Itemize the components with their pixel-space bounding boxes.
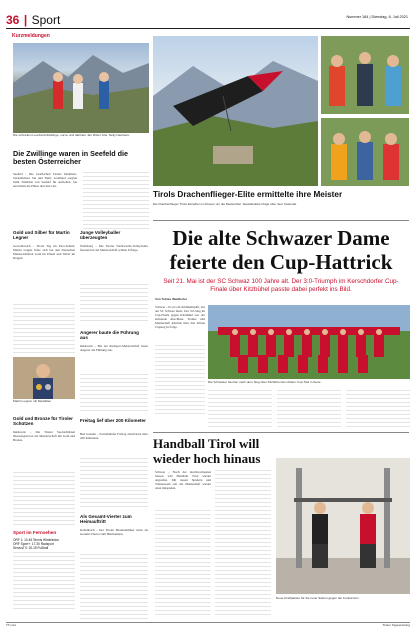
twins-body-col2 bbox=[83, 172, 149, 230]
angerer-body: Innsbruck – Bei der Radsport-Meisterschaft baute Angerer die Führung aus. bbox=[80, 344, 148, 352]
gesamt-body: Kaltenbach – Der Tiroler Mountainbiker reiste als Gesamt-Vierter zum Heimrennen. bbox=[80, 528, 148, 536]
twins-photo bbox=[13, 43, 149, 133]
gold-bronze-body: Innsbruck – Die Tiroler Sportschützen überzeugten bei der Meisterschaft mit Gold und Bronze. bbox=[13, 430, 75, 442]
drachen-headline: Tirols Drachenflieger-Elite ermittelte ihre Meister bbox=[153, 190, 343, 199]
handball-col2-lines bbox=[215, 470, 271, 618]
drachen-caption: Die Drachenflieger Tirols kämpften in Kössen um die Meistertitel. Spektakuläre Flüge über dem Kaisertal. bbox=[153, 202, 297, 206]
gold-silber-lines bbox=[13, 304, 75, 354]
gym-photo-caption: Neue Kraftpakete für die neue Saison gegen die Konkurrenz. bbox=[276, 596, 360, 600]
hangglider-photo-art bbox=[153, 36, 318, 186]
drachen-rule bbox=[153, 220, 409, 221]
legner-photo bbox=[13, 357, 75, 399]
legner-photo-art bbox=[13, 357, 75, 399]
volleyball-body: Wolfsberg – Die Tiroler Nachwuchs-Volleyballer feierten bei der Meisterschaft schöne Erfolge. bbox=[80, 244, 148, 252]
twins-photo-caption: Die schnellen Leonhard-Zwillinge, vorne und dahinter Jan Ritzer bzw. Nelly Neuhaus. bbox=[13, 133, 130, 137]
main-byline: Von Tobias Waidhofer bbox=[155, 297, 188, 301]
gesamt-headline: Als Gesamt-Vierter zum Heimauftritt bbox=[80, 514, 132, 525]
gold-bronze-headline: Gold und Bronze für Tiroler Schützen bbox=[13, 416, 73, 427]
main-headline-1: Die alte Schwazer Dame bbox=[172, 226, 390, 250]
tv-box bbox=[13, 530, 75, 620]
angerer-headline: Angerer baute die Führung aus bbox=[80, 330, 139, 341]
winners-photo-2 bbox=[321, 118, 409, 186]
team-photo-art bbox=[208, 305, 410, 379]
twins-photo-art bbox=[13, 43, 149, 133]
footer-left: TT.com bbox=[6, 623, 17, 627]
handball-col1-lines bbox=[155, 510, 211, 618]
section-divider: | bbox=[23, 13, 28, 27]
gold-silber-headline: Gold und Silber für Martin Legner bbox=[13, 230, 70, 241]
twins-body-text: Seefeld – Die zweifachen Tiroler Duathlon-Staatsmeister Jan und Nelly Leonhard sorgten beim Triathlon von Seefeld für Aufsehen. Sie erreichten die Plätze drei und vier. bbox=[13, 172, 77, 188]
tv-line-2: ORF Sport+: 17.30 Radsport bbox=[13, 542, 54, 547]
tv-line-3: ServusTV: 20.15 Fußball bbox=[13, 546, 49, 551]
twins-body bbox=[13, 172, 77, 230]
team-photo bbox=[208, 305, 410, 379]
main-rule bbox=[153, 432, 409, 433]
gesamt-lines bbox=[80, 554, 148, 620]
issue-info: Nummer 184 | Dienstag, 6. Juli 2021 bbox=[346, 15, 408, 19]
legner-photo-caption: Martin Legner mit Medaillen bbox=[13, 399, 52, 403]
footer-right: Tiroler Tageszeitung bbox=[382, 623, 410, 627]
section-title: Sport bbox=[31, 13, 61, 27]
handball-body: Schwaz – Nach der durchwachsenen Saison will Handball Tirol wieder angreifen. Mit neuen Spielern und Trainerteam soll die Mannschaft wieder oben mitspielen. bbox=[155, 470, 211, 490]
tv-label: Sport im Fernsehen bbox=[13, 530, 57, 535]
tv-lines bbox=[13, 552, 75, 610]
main-col3-lines bbox=[277, 390, 341, 428]
main-headline-2: feierte den Cup-Hattrick bbox=[169, 250, 393, 274]
page-number: 36 bbox=[6, 13, 20, 27]
main-col4-lines bbox=[346, 390, 410, 428]
page-header bbox=[6, 11, 410, 25]
gold-bronze-lines bbox=[13, 472, 75, 526]
handball-headline-2: wieder hoch hinaus bbox=[153, 451, 261, 466]
tv-line-1: ORF 1: 10.45 Tennis Wimbledon bbox=[13, 538, 60, 543]
handball-headline-1: Handball Tirol will bbox=[153, 436, 260, 451]
footer-rule bbox=[6, 622, 410, 623]
twins-headline: Die Zwillinge waren in Seefeld die besten Österreicher bbox=[13, 149, 129, 167]
kurzmeldungen-label: Kurzmeldungen bbox=[12, 33, 50, 39]
winners-photo-art bbox=[321, 36, 409, 114]
angerer-lines bbox=[80, 374, 148, 414]
main-col2-lines bbox=[208, 390, 272, 428]
hangglider-photo bbox=[153, 36, 318, 186]
team-photo-caption: Die Schwazer feierten nach dem Sieg über Kitzbühel den dritten Cup-Titel in Serie. bbox=[208, 380, 322, 384]
freitag-lines bbox=[80, 458, 148, 510]
volleyball-lines bbox=[80, 284, 148, 324]
main-body-lines bbox=[155, 345, 205, 415]
main-body: Schwaz – Es ist ein Jubiläumsjahr, das der SC Schwaz feiert. Der 3:0-Sieg im Cup-Finale gegen Kitzbühel war der krönende Abschluss. Trainer und Mannschaft jubelten über den dritten Cupsieg in Folge. bbox=[155, 305, 205, 329]
main-subheadline: Seit 21. Mai ist der SC Schwaz 100 Jahre alt. Der 3:0-Triumph im Kerschdorfer Cup-Finale über Kitzbühel passte dabei perfekt ins Bild. bbox=[163, 278, 399, 293]
header-rule bbox=[6, 28, 410, 29]
freitag-body: Bad Gastein – Extremläufer Freitag absolvierte über 200 Kilometer. bbox=[80, 432, 148, 440]
gold-silber-body: Grevenbroich – Tirols Tag im Para-Tennis: Martin Legner holte sich bei den Deutschen Meisterschaften Gold im Einzel und Silber im Doppel. bbox=[13, 244, 75, 260]
gym-photo-art bbox=[276, 458, 410, 594]
freitag-headline: Freitag lief über 200 Kilometer bbox=[80, 418, 146, 423]
winners-photo bbox=[321, 36, 409, 114]
winners-photo-2-art bbox=[321, 118, 409, 186]
volleyball-headline: Junge Volleyballer überzeugten bbox=[80, 230, 121, 241]
gym-photo bbox=[276, 458, 410, 594]
kurzmeldungen-block bbox=[12, 34, 150, 39]
